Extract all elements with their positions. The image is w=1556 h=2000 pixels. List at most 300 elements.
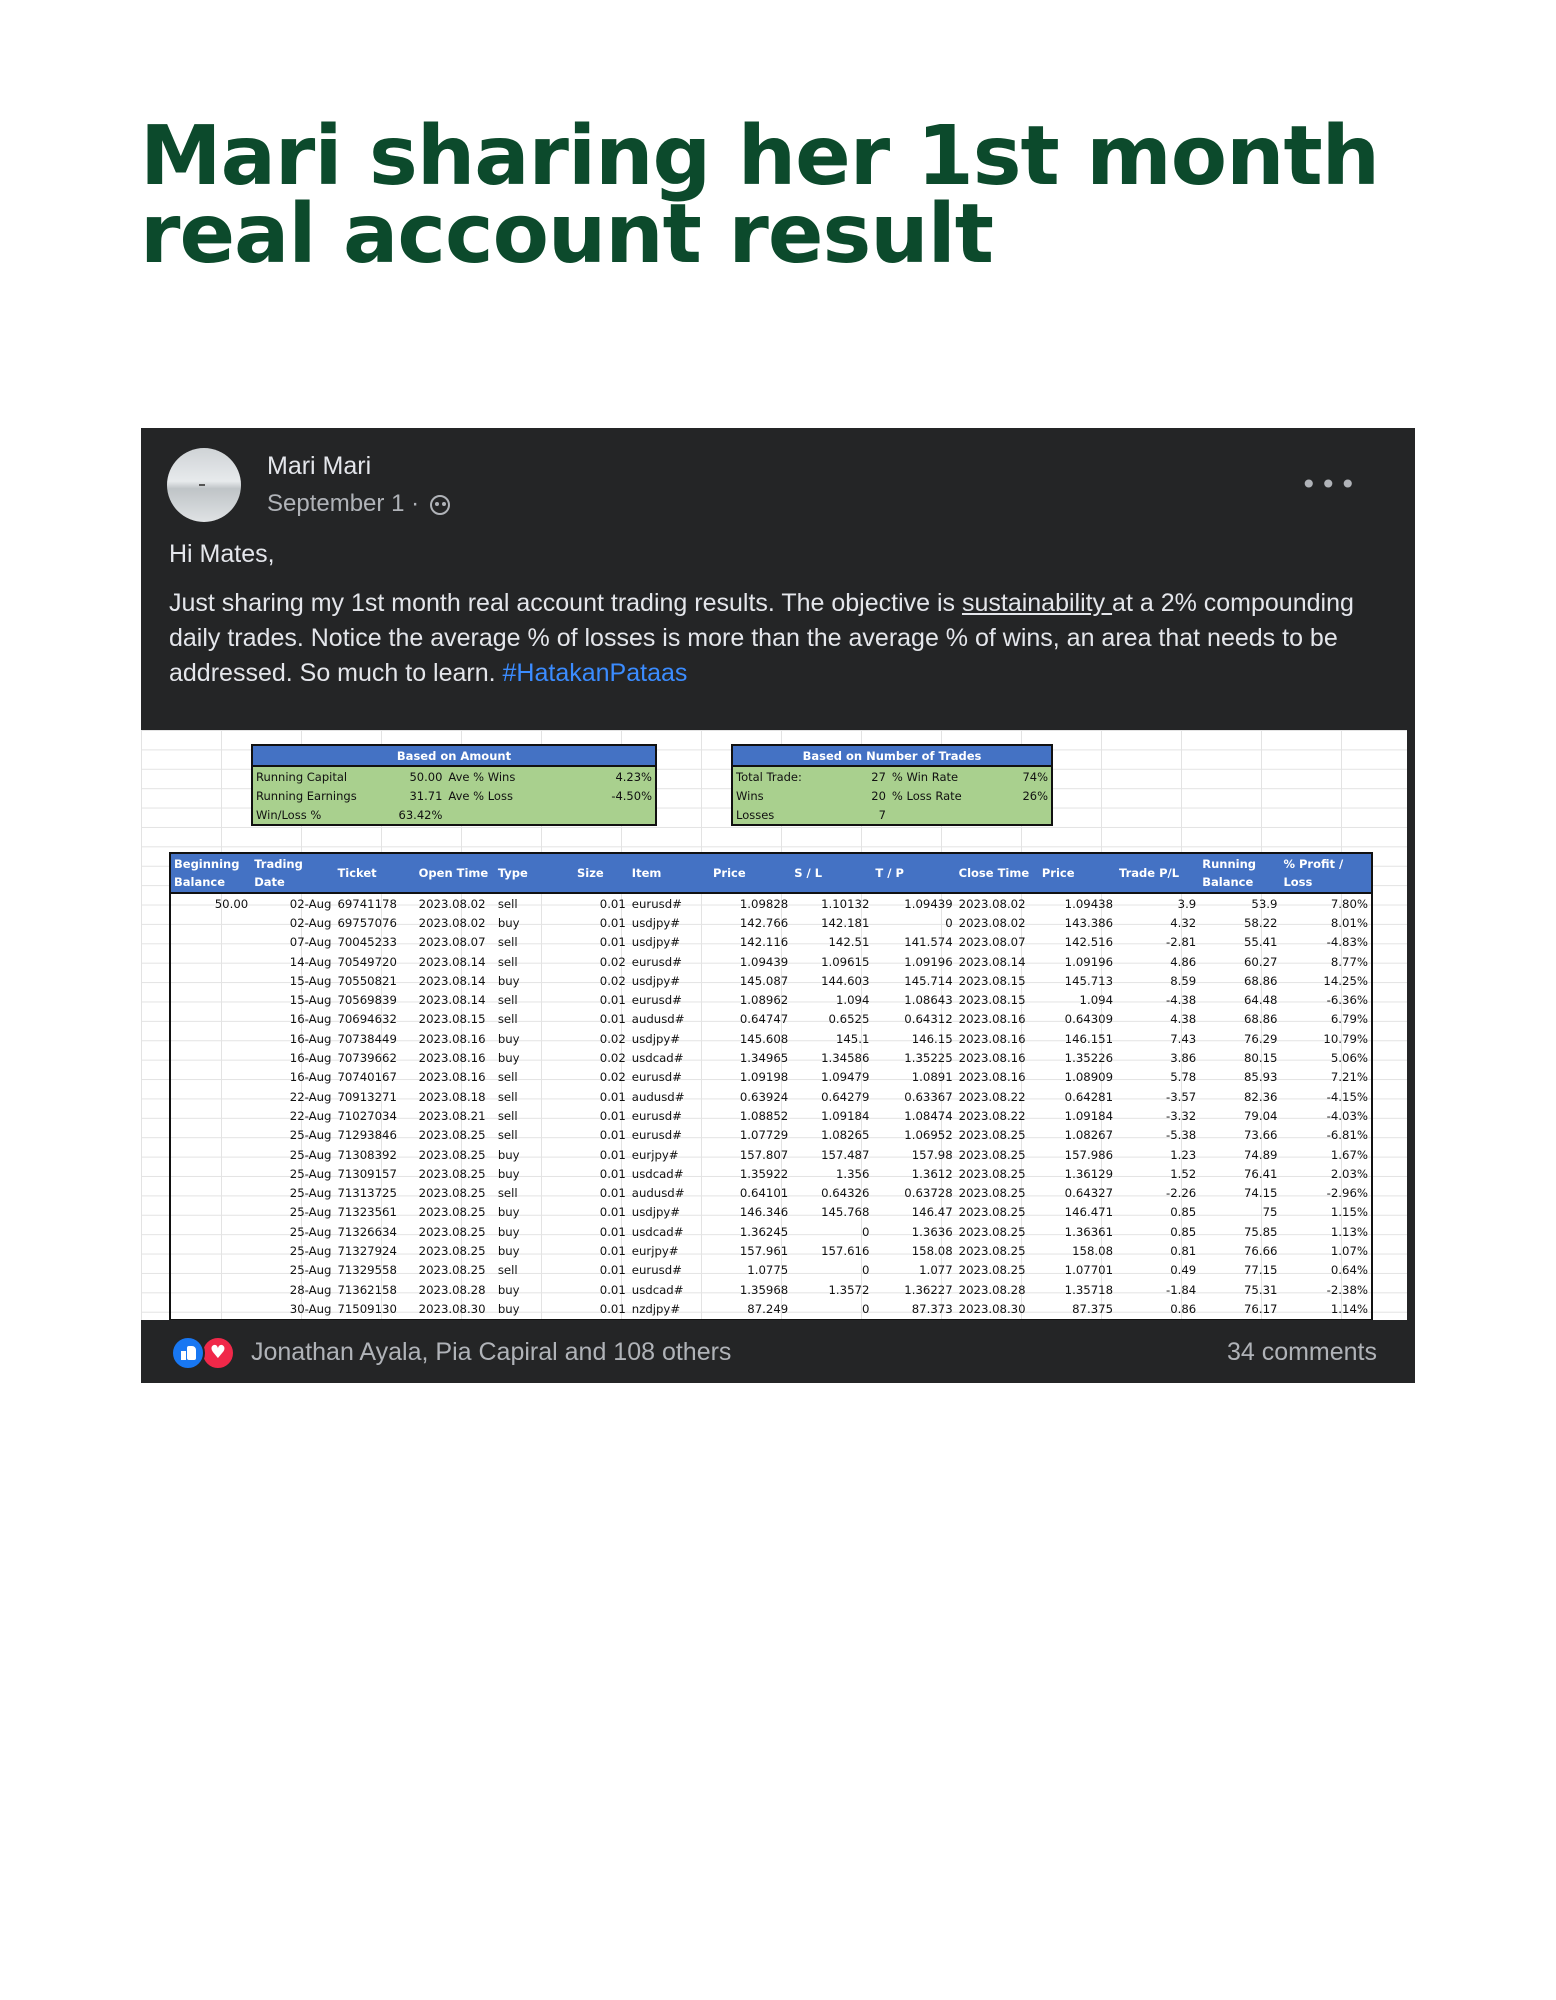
table-cell: 76.66 — [1243, 1243, 1278, 1258]
ave-loss-value: -4.50% — [545, 786, 656, 805]
table-cell: 2023.08.30 — [418, 1301, 486, 1316]
table-cell: 87.373 — [911, 1301, 953, 1316]
table-cell: 1.35226 — [1064, 1051, 1114, 1066]
table-row — [170, 1222, 1372, 1241]
table-cell — [170, 1087, 251, 1106]
wins-value: 20 — [839, 786, 889, 805]
table-cell — [170, 1203, 251, 1222]
table-cell: 0.01 — [599, 1166, 626, 1181]
table-cell: 1.08962 — [739, 993, 789, 1008]
table-cell: 74.15 — [1243, 1186, 1278, 1201]
table-cell — [170, 1261, 251, 1280]
table-cell: 1.08852 — [739, 1108, 789, 1123]
post-body — [169, 586, 1389, 691]
table-cell: 142.181 — [821, 915, 870, 930]
table-cell: 70739662 — [337, 1051, 397, 1066]
table-cell: 76.41 — [1243, 1166, 1278, 1181]
table-cell: 4.32 — [1170, 915, 1197, 930]
table-cell: 1.09828 — [739, 896, 789, 911]
table-cell: 0.6525 — [828, 1012, 870, 1027]
table-cell: 2023.08.28 — [958, 1282, 1026, 1297]
table-cell: 15-Aug — [289, 973, 332, 988]
table-cell: 3.9 — [1177, 896, 1197, 911]
column-header: Trading Date — [251, 853, 334, 893]
table-body — [170, 893, 1372, 1320]
table-cell: 77.15 — [1243, 1263, 1278, 1278]
love-icon[interactable]: ♥ — [201, 1336, 235, 1370]
table-cell: 58.22 — [1243, 915, 1278, 930]
table-row — [170, 990, 1372, 1009]
table-cell: usdcad# — [631, 1051, 684, 1066]
table-cell: 4.38 — [1170, 1012, 1197, 1027]
table-cell: -6.81% — [1326, 1128, 1368, 1143]
table-cell: buy — [497, 1147, 520, 1162]
table-cell — [170, 1029, 251, 1048]
table-cell: buy — [497, 1282, 520, 1297]
table-cell: usdjpy# — [631, 935, 681, 950]
table-cell — [170, 952, 251, 971]
ave-loss-label: Ave % Loss — [445, 786, 545, 805]
table-cell: 1.08474 — [904, 1108, 953, 1123]
table-cell: eurusd# — [631, 954, 682, 969]
table-cell: 02-Aug — [289, 896, 332, 911]
summary-trades-table — [731, 744, 1053, 826]
table-cell: 10.79% — [1323, 1031, 1368, 1046]
table-cell: sell — [497, 935, 518, 950]
running-earnings-value: 31.71 — [391, 786, 445, 805]
table-cell: 1.08909 — [1064, 1070, 1114, 1085]
table-row — [170, 952, 1372, 971]
table-cell: 0.01 — [599, 1012, 626, 1027]
table-cell: 0.64101 — [739, 1186, 789, 1201]
table-row — [170, 1203, 1372, 1222]
table-cell: 76.17 — [1243, 1301, 1278, 1316]
table-cell: 16-Aug — [289, 1031, 332, 1046]
table-cell: 69741178 — [337, 896, 397, 911]
table-cell: eurusd# — [631, 993, 682, 1008]
table-cell: 0.01 — [599, 1301, 626, 1316]
table-cell: 1.14% — [1330, 1301, 1368, 1316]
table-cell: buy — [497, 915, 520, 930]
table-cell: -4.83% — [1326, 935, 1368, 950]
table-cell: 16-Aug — [289, 1051, 332, 1066]
table-cell: sell — [497, 1108, 518, 1123]
table-cell: 6.79% — [1330, 1012, 1368, 1027]
table-cell: 28-Aug — [289, 1282, 332, 1297]
table-cell: 2023.08.25 — [418, 1147, 486, 1162]
post-footer — [141, 1320, 1415, 1383]
table-row — [170, 1183, 1372, 1202]
table-cell: buy — [497, 1243, 520, 1258]
table-cell: 1.35225 — [904, 1051, 953, 1066]
reactions-text[interactable]: Jonathan Ayala, Pia Capiral and 108 others — [251, 1338, 732, 1366]
table-cell: 2023.08.15 — [958, 993, 1026, 1008]
table-cell — [170, 913, 251, 932]
summary-amount-header: Based on Amount — [252, 745, 656, 766]
table-cell: 1.36129 — [1064, 1166, 1114, 1181]
table-cell: 75 — [1262, 1205, 1278, 1220]
table-cell: 2023.08.16 — [418, 1051, 486, 1066]
table-cell: usdcad# — [631, 1282, 684, 1297]
table-cell: 0.49 — [1170, 1263, 1197, 1278]
table-cell: 2023.08.16 — [958, 1070, 1026, 1085]
table-cell: 1.67% — [1330, 1147, 1368, 1162]
table-row — [170, 1145, 1372, 1164]
loss-rate-label: % Loss Rate — [889, 786, 989, 805]
table-cell: 1.36227 — [904, 1282, 953, 1297]
table-cell: 2023.08.15 — [958, 973, 1026, 988]
table-cell: 0.01 — [599, 1243, 626, 1258]
table-cell: 71027034 — [337, 1108, 397, 1123]
table-cell: 2023.08.16 — [418, 1031, 486, 1046]
table-cell: 0.01 — [599, 1128, 626, 1143]
table-cell — [170, 1164, 251, 1183]
table-cell: audusd# — [631, 1186, 685, 1201]
table-cell: 2023.08.22 — [958, 1108, 1026, 1123]
table-cell: 73.66 — [1243, 1128, 1278, 1143]
table-cell: 69757076 — [337, 915, 397, 930]
table-cell: 80.15 — [1243, 1051, 1278, 1066]
summary-amount-table — [251, 744, 657, 826]
table-cell: 1.09439 — [739, 954, 789, 969]
table-cell: 4.86 — [1170, 954, 1197, 969]
table-cell: 0 — [861, 1263, 870, 1278]
column-header: % Profit / Loss — [1280, 853, 1372, 893]
table-cell: 145.608 — [739, 1031, 789, 1046]
table-cell: 2023.08.25 — [958, 1243, 1026, 1258]
table-cell: 2023.08.25 — [958, 1224, 1026, 1239]
table-cell: 0.02 — [599, 973, 626, 988]
table-cell: 1.094 — [835, 993, 870, 1008]
table-row — [170, 1106, 1372, 1125]
winloss-value: 63.42% — [391, 805, 445, 825]
table-cell: 0.85 — [1170, 1224, 1197, 1239]
table-cell: 0.63728 — [904, 1186, 953, 1201]
table-cell: 0.01 — [599, 1147, 626, 1162]
table-cell: sell — [497, 1128, 518, 1143]
column-header: Price — [710, 853, 791, 893]
table-cell: -2.26 — [1166, 1186, 1197, 1201]
table-row — [170, 1010, 1372, 1029]
table-cell: 25-Aug — [289, 1243, 332, 1258]
table-cell: 0.01 — [599, 1205, 626, 1220]
table-cell: 0.01 — [599, 1224, 626, 1239]
table-cell: 1.3636 — [911, 1224, 953, 1239]
table-cell: 0.85 — [1170, 1205, 1197, 1220]
table-cell: sell — [497, 1263, 518, 1278]
table-cell: sell — [497, 993, 518, 1008]
post-header — [167, 448, 1395, 528]
table-cell: 1.06952 — [904, 1128, 953, 1143]
column-header: Open Time — [416, 853, 495, 893]
table-cell: 25-Aug — [289, 1186, 332, 1201]
table-cell: 2023.08.02 — [418, 915, 486, 930]
table-cell: 5.06% — [1330, 1051, 1368, 1066]
table-cell: 71308392 — [337, 1147, 397, 1162]
table-cell: 0.02 — [599, 1051, 626, 1066]
table-row — [170, 1068, 1372, 1087]
table-cell: 158.08 — [911, 1243, 953, 1258]
table-cell: 16-Aug — [289, 1012, 332, 1027]
table-cell: 25-Aug — [289, 1147, 332, 1162]
table-cell: 50.00 — [214, 896, 249, 911]
table-cell: 1.23 — [1170, 1147, 1197, 1162]
table-cell — [170, 933, 251, 952]
table-row — [170, 1029, 1372, 1048]
table-cell: 53.9 — [1251, 896, 1278, 911]
table-cell: 146.346 — [739, 1205, 789, 1220]
table-cell — [170, 1222, 251, 1241]
table-cell: 2023.08.28 — [418, 1282, 486, 1297]
table-cell: 2023.08.16 — [958, 1031, 1026, 1046]
table-cell: 2023.08.14 — [958, 954, 1026, 969]
table-cell: -6.36% — [1326, 993, 1368, 1008]
table-cell: 1.09615 — [821, 954, 870, 969]
table-cell: 145.087 — [739, 973, 789, 988]
table-cell: 0.81 — [1170, 1243, 1197, 1258]
column-header: Item — [629, 853, 710, 893]
table-cell — [170, 1106, 251, 1125]
table-cell: 146.471 — [1064, 1205, 1114, 1220]
table-cell — [170, 1241, 251, 1260]
table-cell: 7.80% — [1330, 896, 1368, 911]
win-rate-label: % Win Rate — [889, 766, 989, 786]
table-cell — [170, 1280, 251, 1299]
table-cell: 2023.08.16 — [418, 1070, 486, 1085]
table-cell: sell — [497, 896, 518, 911]
column-header: Ticket — [334, 853, 415, 893]
loss-rate-value: 26% — [989, 786, 1053, 805]
table-cell: 1.09196 — [1064, 954, 1114, 969]
table-cell: 157.807 — [739, 1147, 789, 1162]
table-cell: 2023.08.16 — [958, 1051, 1026, 1066]
table-cell: buy — [497, 1166, 520, 1181]
table-cell: sell — [497, 1070, 518, 1085]
running-earnings-label: Running Earnings — [252, 786, 391, 805]
table-cell: 71329558 — [337, 1263, 397, 1278]
table-cell: 1.3572 — [828, 1282, 870, 1297]
post-date[interactable]: September 1 · — [267, 490, 420, 517]
table-cell: 14.25% — [1323, 973, 1368, 988]
table-cell: audusd# — [631, 1012, 685, 1027]
table-cell — [170, 990, 251, 1009]
table-cell: 1.08267 — [1064, 1128, 1114, 1143]
table-cell: 0.01 — [599, 1089, 626, 1104]
table-cell: usdcad# — [631, 1224, 684, 1239]
table-cell: 82.36 — [1243, 1089, 1278, 1104]
table-cell: 2023.08.16 — [958, 1012, 1026, 1027]
table-cell: 64.48 — [1243, 993, 1278, 1008]
table-cell: 71326634 — [337, 1224, 397, 1239]
table-header-row — [170, 853, 1372, 893]
column-header: Beginning Balance — [170, 853, 251, 893]
table-cell: 2023.08.22 — [958, 1089, 1026, 1104]
table-cell: 2023.08.25 — [958, 1128, 1026, 1143]
table-cell: usdjpy# — [631, 1031, 681, 1046]
spreadsheet-image[interactable] — [141, 730, 1407, 1320]
table-cell: 3.86 — [1170, 1051, 1197, 1066]
table-cell: 1.0891 — [911, 1070, 953, 1085]
table-cell: 60.27 — [1243, 954, 1278, 969]
table-cell: 2.03% — [1330, 1166, 1368, 1181]
table-cell: 2023.08.14 — [418, 954, 486, 969]
wins-label: Wins — [732, 786, 839, 805]
table-cell: 70550821 — [337, 973, 397, 988]
table-cell: 1.35718 — [1064, 1282, 1114, 1297]
table-cell: 5.78 — [1170, 1070, 1197, 1085]
table-cell: 1.09196 — [904, 954, 953, 969]
table-cell: 8.01% — [1330, 915, 1368, 930]
losses-label: Losses — [732, 805, 839, 825]
table-cell: 2023.08.30 — [958, 1301, 1026, 1316]
table-cell: 2023.08.25 — [958, 1166, 1026, 1181]
table-cell: 0.86 — [1170, 1301, 1197, 1316]
table-row — [170, 1261, 1372, 1280]
table-row — [170, 1048, 1372, 1067]
table-cell: 85.93 — [1243, 1070, 1278, 1085]
table-cell: 22-Aug — [289, 1108, 332, 1123]
table-cell: 0.64747 — [739, 1012, 789, 1027]
more-icon[interactable]: ••• — [1300, 468, 1359, 501]
table-cell — [170, 1299, 251, 1319]
table-cell: 2023.08.18 — [418, 1089, 486, 1104]
table-cell: 146.15 — [911, 1031, 953, 1046]
table-cell: buy — [497, 973, 520, 988]
table-cell: sell — [497, 954, 518, 969]
table-cell: 146.47 — [911, 1205, 953, 1220]
win-rate-value: 74% — [989, 766, 1053, 786]
table-cell: 143.386 — [1064, 915, 1114, 930]
table-cell: 79.04 — [1243, 1108, 1278, 1123]
table-cell: 25-Aug — [289, 1224, 332, 1239]
table-cell — [170, 971, 251, 990]
table-cell: 0.02 — [599, 1070, 626, 1085]
table-cell: 1.08643 — [904, 993, 953, 1008]
table-cell: 70045233 — [337, 935, 397, 950]
table-cell: 1.36245 — [739, 1224, 789, 1239]
table-cell: 1.35968 — [739, 1282, 789, 1297]
globe-icon — [430, 495, 450, 515]
table-cell — [170, 1048, 251, 1067]
table-row — [170, 1299, 1372, 1319]
table-cell: 2023.08.21 — [418, 1108, 486, 1123]
table-cell: 2023.08.02 — [418, 896, 486, 911]
table-cell: 146.151 — [1064, 1031, 1114, 1046]
table-cell: 0 — [861, 1224, 870, 1239]
table-cell: 0.01 — [599, 993, 626, 1008]
like-icon[interactable] — [171, 1336, 205, 1370]
table-cell: sell — [497, 1186, 518, 1201]
table-cell: 1.07% — [1330, 1243, 1368, 1258]
table-cell: 1.07701 — [1064, 1263, 1114, 1278]
author-name[interactable]: Mari Mari — [267, 452, 372, 480]
table-cell: -1.84 — [1166, 1282, 1197, 1297]
table-cell: 158.08 — [1072, 1243, 1114, 1258]
table-cell: 2023.08.25 — [958, 1147, 1026, 1162]
table-cell: 75.85 — [1243, 1224, 1278, 1239]
table-cell: 71313725 — [337, 1186, 397, 1201]
losses-value: 7 — [839, 805, 889, 825]
table-cell: 2023.08.25 — [418, 1186, 486, 1201]
table-cell — [170, 1068, 251, 1087]
table-cell: eurjpy# — [631, 1147, 679, 1162]
ave-wins-value: 4.23% — [545, 766, 656, 786]
table-cell: 142.516 — [1064, 935, 1114, 950]
column-header: S / L — [791, 853, 872, 893]
table-cell: 145.714 — [904, 973, 953, 988]
table-cell: 0 — [945, 915, 953, 930]
table-cell: 15-Aug — [289, 993, 332, 1008]
table-cell: usdjpy# — [631, 915, 681, 930]
table-cell: 1.35922 — [739, 1166, 789, 1181]
page-title: Mari sharing her 1st month real account result — [140, 109, 1380, 282]
table-cell: 2023.08.25 — [418, 1166, 486, 1181]
table-cell: 0.64326 — [821, 1186, 870, 1201]
avatar[interactable] — [167, 448, 241, 522]
table-cell: 1.3612 — [911, 1166, 953, 1181]
table-cell: 70913271 — [337, 1089, 397, 1104]
table-cell: 1.077 — [919, 1263, 953, 1278]
table-cell: -2.81 — [1166, 935, 1197, 950]
post-body-part2: at a 2% compounding daily trades. Notice the average % of losses is more than the average % of wins, an area that needs to be addressed. So much to learn. — [169, 589, 1354, 687]
table-cell: 0.64281 — [1064, 1089, 1114, 1104]
table-cell: buy — [497, 1051, 520, 1066]
table-cell: 2023.08.25 — [958, 1205, 1026, 1220]
post-date-line — [267, 490, 450, 518]
table-cell: 16-Aug — [289, 1070, 332, 1085]
table-cell: 0.01 — [599, 935, 626, 950]
table-cell: 25-Aug — [289, 1205, 332, 1220]
table-cell: 144.603 — [821, 973, 870, 988]
table-cell: 76.29 — [1243, 1031, 1278, 1046]
table-cell: 157.487 — [821, 1147, 870, 1162]
table-cell: buy — [497, 1301, 520, 1316]
table-cell: 2023.08.25 — [418, 1224, 486, 1239]
table-cell: 1.356 — [835, 1166, 870, 1181]
table-cell: 0 — [861, 1301, 870, 1316]
post-body-part1: Just sharing my 1st month real account trading results. The objective is — [169, 589, 962, 617]
table-cell: eurusd# — [631, 1108, 682, 1123]
post-greeting: Hi Mates, — [169, 540, 275, 568]
table-cell: 2023.08.07 — [958, 935, 1026, 950]
table-cell: -4.15% — [1326, 1089, 1368, 1104]
table-cell: 71327924 — [337, 1243, 397, 1258]
table-row — [170, 1280, 1372, 1299]
hashtag-link[interactable]: #HatakanPataas — [502, 659, 688, 687]
table-cell: 8.77% — [1330, 954, 1368, 969]
table-cell: 71509130 — [337, 1301, 397, 1316]
table-cell: 7.43 — [1170, 1031, 1197, 1046]
table-cell: 1.34586 — [821, 1051, 870, 1066]
table-cell: 1.15% — [1330, 1205, 1368, 1220]
table-cell: 1.36361 — [1064, 1224, 1114, 1239]
table-cell: 1.09439 — [904, 896, 953, 911]
table-cell: 8.59 — [1170, 973, 1197, 988]
table-row — [170, 913, 1372, 932]
column-header: T / P — [872, 853, 955, 893]
column-header: Size — [574, 853, 629, 893]
table-cell: 141.574 — [904, 935, 953, 950]
table-cell: 0.02 — [599, 954, 626, 969]
table-cell: 157.98 — [911, 1147, 953, 1162]
comments-count[interactable]: 34 comments — [1226, 1338, 1377, 1366]
table-cell — [170, 1145, 251, 1164]
table-cell: 1.08265 — [821, 1128, 870, 1143]
table-cell: buy — [497, 1031, 520, 1046]
table-cell: usdcad# — [631, 1166, 684, 1181]
table-row — [170, 933, 1372, 952]
table-cell: eurusd# — [631, 1128, 682, 1143]
